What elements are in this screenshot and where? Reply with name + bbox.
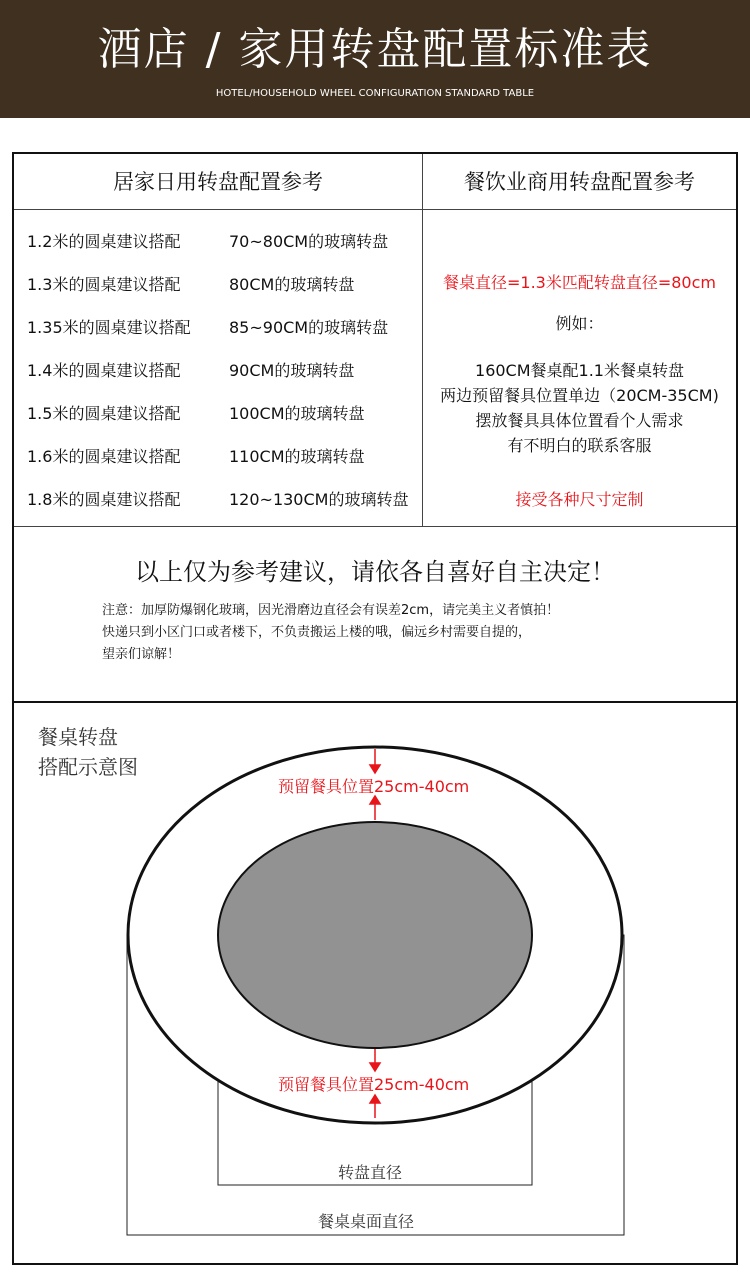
turntable-ellipse: [218, 822, 532, 1048]
table-size: 1.4米的圆桌建议搭配: [27, 361, 181, 380]
page-subtitle: HOTEL/HOUSEHOLD WHEEL CONFIGURATION STANDARD TABLE: [215, 88, 535, 99]
plate-size: 80CM的玻璃转盘: [229, 275, 355, 294]
bottom-clearance-label: 预留餐具位置25cm-40cm: [278, 1075, 470, 1094]
commercial-column-title: 餐饮业商用转盘配置参考: [464, 170, 695, 194]
example-label: 例如：: [555, 314, 604, 333]
plate-size: 85~90CM的玻璃转盘: [229, 318, 389, 337]
plate-size: 110CM的玻璃转盘: [229, 447, 365, 466]
advice-text: 以上仅为参考建议，请依各自喜好自主决定！: [135, 558, 615, 586]
formula-text: 餐桌直径=1.3米匹配转盘直径=80cm: [442, 273, 716, 292]
example-line: 有不明白的联系客服: [507, 436, 652, 455]
table-diameter-label: 餐桌桌面直径: [318, 1212, 415, 1231]
table-size: 1.3米的圆桌建议搭配: [27, 275, 181, 294]
plate-size: 100CM的玻璃转盘: [229, 404, 365, 423]
note-line: 注意：加厚防爆钢化玻璃，因光滑磨边直径会有误差2cm，请完美主义者慎拍！: [102, 603, 560, 618]
top-clearance-label: 预留餐具位置25cm-40cm: [278, 777, 470, 796]
plate-size: 90CM的玻璃转盘: [229, 361, 355, 380]
note-line: 望亲们谅解！: [102, 647, 181, 662]
custom-size-text: 接受各种尺寸定制: [515, 490, 644, 509]
table-size: 1.6米的圆桌建议搭配: [27, 447, 181, 466]
diagram-title-line: 餐桌转盘: [38, 725, 118, 749]
note-line: 快递只到小区门口或者楼下，不负责搬运上楼的哦，偏远乡村需要自提的，: [102, 625, 532, 640]
diagram-title-line: 搭配示意图: [38, 755, 138, 779]
table-size: 1.2米的圆桌建议搭配: [27, 232, 181, 251]
table-size: 1.8米的圆桌建议搭配: [27, 490, 181, 509]
example-line: 160CM餐桌配1.1米餐桌转盘: [475, 361, 684, 380]
home-column-title: 居家日用转盘配置参考: [113, 170, 323, 194]
table-size: 1.35米的圆桌建议搭配: [27, 318, 191, 337]
example-line: 摆放餐具具体位置看个人需求: [475, 411, 684, 430]
example-line: 两边预留餐具位置单边（20CM-35CM): [440, 386, 719, 405]
plate-diameter-label: 转盘直径: [338, 1163, 403, 1182]
page-title: 酒店 / 家用转盘配置标准表: [97, 24, 653, 75]
table-size: 1.5米的圆桌建议搭配: [27, 404, 181, 423]
plate-size: 70~80CM的玻璃转盘: [229, 232, 389, 251]
plate-size: 120~130CM的玻璃转盘: [229, 490, 409, 509]
